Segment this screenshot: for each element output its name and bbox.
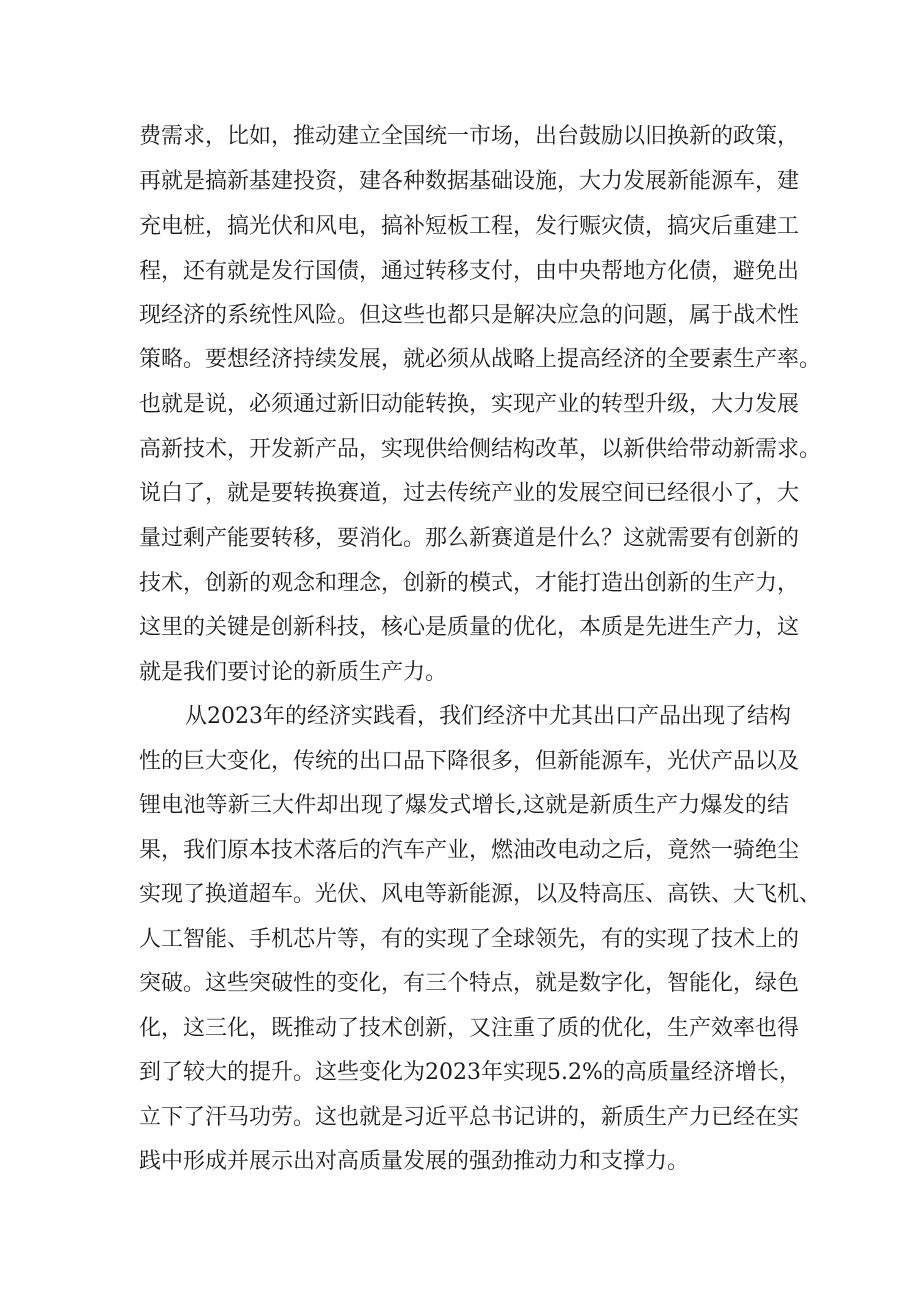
text-line: 果，我们原本技术落后的汽车产业，燃油改电动之后，竟然一骑绝尘 xyxy=(139,838,800,863)
text-line: 性的巨大变化，传统的出口品下降很多，但新能源车，光伏产品以及 xyxy=(139,749,800,774)
text-line: 就是我们要讨论的新质生产力。 xyxy=(139,660,448,685)
text-line: 高新技术，开发新产品，实现供给侧结构改革，以新供给带动新需求。 xyxy=(139,437,822,462)
text-line: 从2023年的经济实践看，我们经济中尤其出口产品出现了结构 xyxy=(185,704,791,729)
text-line: 锂电池等新三大件却出现了爆发式增长,这就是新质生产力爆发的结 xyxy=(139,793,789,818)
text-line: 现经济的系统性风险。但这些也都只是解决应急的问题，属于战术性 xyxy=(139,303,800,328)
text-line: 这里的关键是创新科技，核心是质量的优化，本质是先进生产力，这 xyxy=(139,615,800,640)
text-line: 突破。这些突破性的变化，有三个特点，就是数字化，智能化，绿色 xyxy=(139,971,800,996)
text-line: 到了较大的提升。这些变化为2023年实现5.2%的高质量经济增长， xyxy=(139,1060,801,1085)
text-line: 量过剩产能要转移，要消化。那么新赛道是什么？这就需要有创新的 xyxy=(139,526,800,551)
text-line: 实现了换道超车。光伏、风电等新能源，以及特高压、高铁、大飞机、 xyxy=(139,882,822,907)
text-line: 化，这三化，既推动了技术创新，又注重了质的优化，生产效率也得 xyxy=(139,1016,800,1041)
text-line: 立下了汗马功劳。这也就是习近平总书记讲的，新质生产力已经在实 xyxy=(139,1105,800,1130)
text-line: 人工智能、手机芯片等，有的实现了全球领先，有的实现了技术上的 xyxy=(139,927,800,952)
text-line: 充电桩，搞光伏和风电，搞补短板工程，发行赈灾债，搞灾后重建工 xyxy=(139,214,800,239)
text-line: 费需求，比如，推动建立全国统一市场，出台鼓励以旧换新的政策， xyxy=(139,124,800,149)
text-line: 策略。要想经济持续发展，就必须从战略上提高经济的全要素生产率。 xyxy=(139,347,822,372)
text-line: 说白了，就是要转换赛道，过去传统产业的发展空间已经很小了，大 xyxy=(139,481,800,506)
text-line: 技术，创新的观念和理念，创新的模式，才能打造出创新的生产力， xyxy=(139,571,800,596)
text-line: 程，还有就是发行国债，通过转移支付，由中央帮地方化债，避免出 xyxy=(139,259,800,284)
text-line: 也就是说，必须通过新旧动能转换，实现产业的转型升级，大力发展 xyxy=(139,392,800,417)
text-line: 再就是搞新基建投资，建各种数据基础设施，大力发展新能源车，建 xyxy=(139,169,800,194)
text-line: 践中形成并展示出对高质量发展的强劲推动力和支撑力。 xyxy=(139,1149,690,1174)
